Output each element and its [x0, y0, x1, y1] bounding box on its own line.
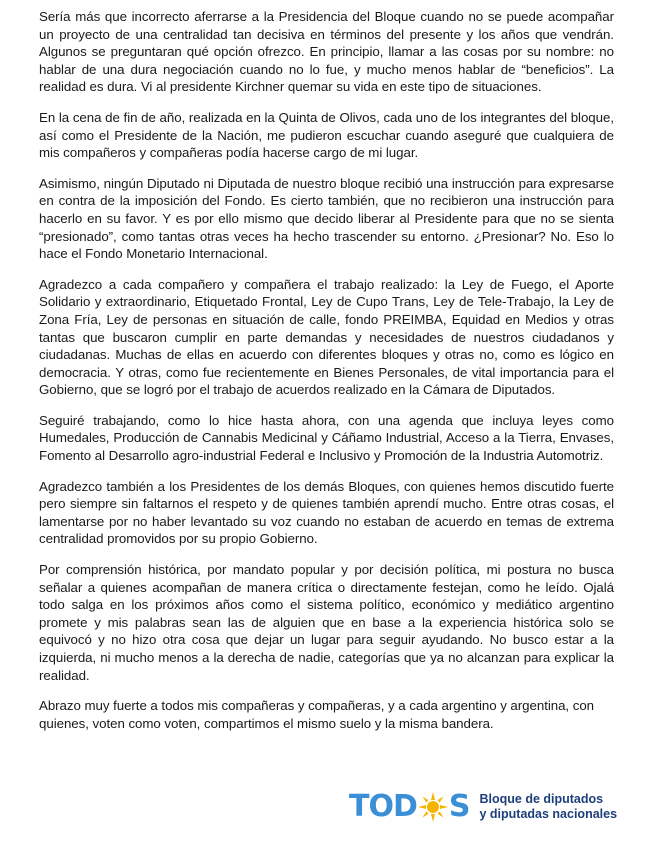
paragraph-3: Asimismo, ningún Diputado ni Diputada de nuestro bloque recibió una instrucción para expresarse en contra de la imposición del Fondo. Es cierto también, que no recibieron una instrucción para hacerlo en su favor. Y es por ello mismo que decido liberar al Presidente para que no se sienta “presionado”, como tantas otras veces ha hecho trascender su entorno. ¿Presionar? No. Eso lo hace el Fondo Monetario Internacional. [39, 175, 614, 262]
logo-subtitle-line1: Bloque de diputados [479, 792, 604, 806]
paragraph-1: Sería más que incorrecto aferrarse a la Presidencia del Bloque cuando no se puede acompañar un proyecto de una centralidad tan decisiva en términos del presente y los años que vendrán. Algunos se preguntaran qué opción ofrezco. En principio, llamar a las cosas por su nombre: no hablar de una dura negociación cuando no lo fue, y mucho menos hablar de “beneficios”. La realidad es dura. Vi al presidente Kirchner quemar su vida en este tipo de situaciones. [39, 9, 614, 95]
logo-word-right: S [448, 789, 470, 824]
sun-icon [418, 792, 448, 822]
logo-word-left: TOD [349, 789, 417, 824]
logo-subtitle [479, 792, 617, 822]
paragraph-8: Abrazo muy fuerte a todos mis compañeras y compañeras, y a cada argentino y argentina, con quienes, voten como voten, compartimos el mismo suelo y la misma bandera. [39, 698, 595, 731]
logo-subtitle-line2: y diputadas nacionales [479, 807, 618, 821]
paragraph-2: En la cena de fin de año, realizada en la Quinta de Olivos, cada uno de los integrantes del bloque, así como el Presidente de la Nación, me pudieron escuchar cuando aseguré que cualquiera de mis compañeros y compañeras podía hacerse cargo de mi lugar. [39, 109, 614, 161]
paragraph-5: Seguiré trabajando, como lo hice hasta ahora, con una agenda que incluya leyes como Humedales, Producción de Cannabis Medicinal y Cáñamo Industrial, Acceso a la Tierra, Envases, Fomento al Desarrollo agro-industrial Federal e Inclusivo y Promoción de la Industria Automotriz. [39, 412, 614, 464]
document-body [39, 8, 614, 745]
paragraph-7: Por comprensión histórica, por mandato popular y por decisión política, mi postura no busca señalar a quienes acompañan de manera crítica o directamente festejan, como he leído. Ojalá todo salga en los próximos años como el sistema político, económico y mediático argentino promete y mis palabras sean las de alguien que en base a la experiencia histórica solo se equivocó y no hizo otra cosa que dejar un lugar para seguir ayudando. No busco estar a la izquierda, ni mucho menos a la derecha de nadie, categorías que ya no alcanzan para explicar la realidad. [39, 562, 614, 683]
paragraph-6: Agradezco también a los Presidentes de los demás Bloques, con quienes hemos discutido fuerte pero siempre sin faltarnos el respeto y de quienes también aprendí mucho. Entre otras cosas, el lamentarse por no haber levantado su voz cuando no estaban de acuerdo en temas de extrema centralidad promovidos por su propio Gobierno. [39, 478, 614, 547]
paragraph-4: Agradezco a cada compañero y compañera el trabajo realizado: la Ley de Fuego, el Aporte Solidario y extraordinario, Etiquetado Frontal, Ley de Cupo Trans, Ley de Tele-Trabajo, la Ley de Zona Fría, Ley de personas en situación de calle, fondo PREIMBA, Equidad en Medios y otras tantas que buscaron cumplir en parte demandas y necesidades de nuestros ciudadanos y ciudadanas. Muchas de ellas en acuerdo con diferentes bloques y otras no, como es lógico en democracia. Y otras, como fue recientemente en Bienes Personales, de vital importancia para el Gobierno, que se logró por el trabajo de acuerdos realizado en la Cámara de Diputados. [39, 276, 614, 398]
todos-logo [349, 787, 617, 827]
logo-wordmark [349, 789, 470, 824]
